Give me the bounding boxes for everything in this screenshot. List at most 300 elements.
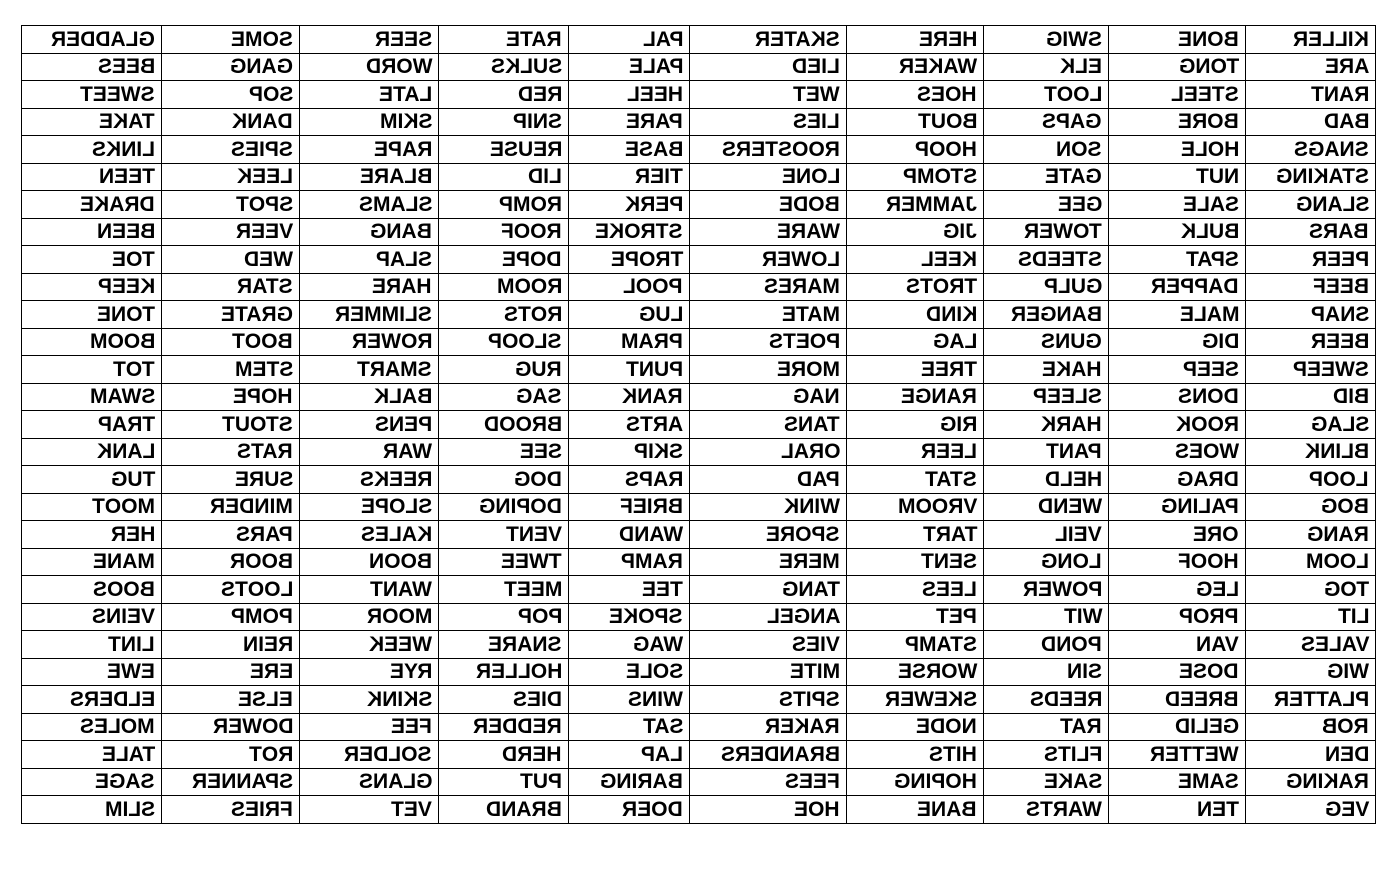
mirrored-word: LEER: [920, 440, 977, 464]
table-cell: [690, 658, 847, 686]
table-cell: [569, 81, 690, 109]
mirrored-word: BARING: [600, 770, 683, 794]
table-cell: [569, 191, 690, 219]
table-cell: [690, 438, 847, 466]
table-cell: [300, 493, 439, 521]
table-cell: [690, 548, 847, 576]
table-cell: [847, 576, 984, 604]
mirrored-word: HOPE: [233, 385, 293, 409]
table-cell: [439, 521, 569, 549]
mirrored-word: DOG: [514, 467, 562, 491]
mirrored-word: SLAP: [375, 247, 432, 271]
table-cell: [1109, 383, 1246, 411]
table-cell: [984, 246, 1109, 274]
mirrored-word: RED: [517, 82, 562, 106]
table-cell: [1246, 246, 1376, 274]
mirrored-word: TROPE: [610, 247, 683, 271]
mirrored-word: SEER: [374, 27, 432, 51]
mirrored-word: SEE: [519, 440, 562, 464]
mirrored-word: WET: [793, 82, 840, 106]
mirrored-word: BRIEF: [620, 495, 683, 519]
table-cell: [1109, 603, 1246, 631]
table-cell: [22, 521, 162, 549]
mirrored-word: DEN: [1324, 742, 1369, 766]
table-cell: [569, 383, 690, 411]
table-cell: [22, 246, 162, 274]
mirrored-word: WED: [244, 247, 293, 271]
mirrored-word: SLEEP: [1033, 385, 1102, 409]
table-cell: [569, 273, 690, 301]
mirrored-word: KIND: [925, 302, 977, 326]
table-cell: [22, 548, 162, 576]
table-cell: [569, 521, 690, 549]
mirrored-word: LOOP: [1309, 467, 1369, 491]
mirrored-word: SAT: [642, 715, 683, 739]
table-cell: [1246, 191, 1376, 219]
mirrored-word: BANE: [917, 797, 977, 821]
table-cell: [22, 466, 162, 494]
table-cell: [569, 741, 690, 769]
table-cell: [847, 191, 984, 219]
table-cell: [22, 273, 162, 301]
mirrored-word: RAT: [1060, 715, 1102, 739]
mirrored-word: KALES: [360, 522, 432, 546]
mirrored-word: WAR: [383, 440, 432, 464]
table-row: [22, 108, 1376, 136]
mirrored-word: MANE: [93, 550, 155, 574]
mirrored-word: SULKS: [490, 55, 562, 79]
table-row: [22, 631, 1376, 659]
table-cell: [162, 246, 300, 274]
mirrored-word: SKINK: [366, 687, 432, 711]
mirrored-word: RANK: [622, 385, 683, 409]
mirrored-word: ROTS: [503, 302, 562, 326]
table-cell: [984, 741, 1109, 769]
mirrored-word: RATE: [506, 27, 562, 51]
mirrored-word: LEG: [1195, 577, 1239, 601]
mirrored-word: REEKS: [359, 467, 432, 491]
table-cell: [300, 658, 439, 686]
table-cell: [162, 53, 300, 81]
table-cell: [439, 796, 569, 824]
mirrored-word: STAMP: [905, 632, 977, 656]
mirrored-word: LOOT: [1043, 82, 1102, 106]
table-cell: [1246, 796, 1376, 824]
mirrored-word: MOOT: [92, 495, 155, 519]
table-cell: [1109, 81, 1246, 109]
mirrored-word: SKATER: [755, 27, 840, 51]
mirrored-word: SPOT: [235, 192, 293, 216]
table-cell: [984, 81, 1109, 109]
table-cell: [1246, 328, 1376, 356]
table-cell: [22, 108, 162, 136]
mirrored-word: LINKS: [92, 137, 155, 161]
mirrored-word: LATE: [378, 82, 432, 106]
mirrored-word: RAKING: [1286, 770, 1369, 794]
table-cell: [847, 493, 984, 521]
mirrored-word: TOG: [1323, 577, 1369, 601]
mirrored-word: HOE: [794, 797, 840, 821]
table-cell: [439, 658, 569, 686]
mirrored-word: TEEN: [98, 165, 155, 189]
mirrored-word: ERE: [249, 660, 293, 684]
mirrored-word: STEM: [234, 357, 293, 381]
mirrored-word: BONE: [1178, 27, 1239, 51]
table-cell: [439, 136, 569, 164]
table-cell: [1246, 53, 1376, 81]
mirrored-word: PAL: [642, 27, 683, 51]
table-cell: [1246, 383, 1376, 411]
mirrored-word: PALING: [1161, 495, 1239, 519]
table-cell: [847, 796, 984, 824]
table-cell: [984, 108, 1109, 136]
table-cell: [162, 768, 300, 796]
table-cell: [690, 218, 847, 246]
mirrored-word: ARE: [1324, 55, 1369, 79]
table-cell: [569, 411, 690, 439]
table-cell: [439, 493, 569, 521]
mirrored-word: BEES: [97, 55, 155, 79]
mirrored-word: POND: [1041, 632, 1102, 656]
mirrored-word: HOES: [917, 82, 977, 106]
mirrored-word: HERE: [918, 27, 977, 51]
mirrored-word: WORSE: [897, 660, 977, 684]
table-cell: [1109, 796, 1246, 824]
mirrored-word: HARE: [372, 275, 432, 299]
mirrored-word: REUSE: [489, 137, 562, 161]
mirrored-word: HITS: [929, 742, 977, 766]
mirrored-word: LOOTS: [220, 577, 293, 601]
table-row: [22, 328, 1376, 356]
mirrored-word: ROOK: [1176, 412, 1239, 436]
mirrored-word: DOSE: [1179, 660, 1239, 684]
mirrored-word: TEE: [642, 577, 683, 601]
mirrored-word: RANGE: [901, 385, 977, 409]
table-cell: [439, 191, 569, 219]
table-cell: [1109, 713, 1246, 741]
table-cell: [984, 26, 1109, 54]
mirrored-word: TOE: [112, 247, 155, 271]
mirrored-word: SNAGS: [1294, 137, 1369, 161]
mirrored-word: REDDER: [473, 715, 562, 739]
mirrored-word: KEEL: [920, 247, 977, 271]
mirrored-word: SPIES: [231, 137, 293, 161]
mirrored-word: FLITS: [1043, 742, 1102, 766]
mirrored-word: BOG: [1321, 495, 1369, 519]
table-row: [22, 163, 1376, 191]
mirrored-word: WEEK: [369, 632, 432, 656]
table-cell: [439, 548, 569, 576]
table-cell: [847, 768, 984, 796]
mirrored-word: SNAP: [1310, 302, 1369, 326]
mirrored-word: JAMMER: [885, 192, 977, 216]
table-cell: [22, 438, 162, 466]
table-cell: [984, 136, 1109, 164]
mirrored-word: ORAL: [780, 440, 840, 464]
mirrored-word: DRAG: [1177, 467, 1239, 491]
table-row: [22, 768, 1376, 796]
mirrored-word: ELDERS: [69, 687, 155, 711]
table-cell: [690, 713, 847, 741]
mirrored-word: VENT: [505, 522, 562, 546]
table-cell: [439, 686, 569, 714]
mirrored-word: ROOM: [496, 275, 562, 299]
mirrored-word: BEER: [1310, 330, 1369, 354]
table-cell: [690, 246, 847, 274]
mirrored-word: HELD: [1044, 467, 1102, 491]
table-row: [22, 356, 1376, 384]
table-cell: [439, 438, 569, 466]
table-cell: [439, 741, 569, 769]
mirrored-word: DRAKE: [80, 192, 155, 216]
mirrored-word: PROP: [1179, 605, 1239, 629]
table-row: [22, 466, 1376, 494]
table-cell: [1246, 301, 1376, 329]
mirrored-word: WEND: [1037, 495, 1102, 519]
mirrored-word: SEEP: [1182, 357, 1239, 381]
mirrored-word: ROWER: [351, 330, 432, 354]
table-cell: [300, 273, 439, 301]
mirrored-word: BLARE: [359, 165, 432, 189]
table-cell: [847, 246, 984, 274]
table-cell: [984, 301, 1109, 329]
mirrored-word: SLIMMER: [335, 302, 432, 326]
table-cell: [162, 136, 300, 164]
table-cell: [1109, 741, 1246, 769]
table-cell: [984, 576, 1109, 604]
mirrored-word: BALK: [373, 385, 432, 409]
mirrored-word: MOLES: [80, 715, 155, 739]
mirrored-word: POWER: [1022, 577, 1102, 601]
table-cell: [984, 603, 1109, 631]
table-cell: [1109, 163, 1246, 191]
mirrored-word: VEIL: [1055, 522, 1102, 546]
table-cell: [690, 796, 847, 824]
mirrored-word: ORE: [1193, 522, 1239, 546]
table-cell: [569, 713, 690, 741]
table-cell: [847, 81, 984, 109]
mirrored-word: DONS: [1178, 385, 1239, 409]
mirrored-word: SLAG: [1310, 412, 1369, 436]
table-cell: [22, 713, 162, 741]
mirrored-word: RIG: [939, 412, 977, 436]
mirrored-word: STEEDS: [1017, 247, 1102, 271]
table-cell: [22, 741, 162, 769]
mirrored-word: MATE: [782, 302, 840, 326]
table-cell: [847, 603, 984, 631]
table-cell: [439, 383, 569, 411]
table-row: [22, 81, 1376, 109]
mirrored-word: HOLE: [1180, 137, 1239, 161]
table-cell: [300, 438, 439, 466]
mirrored-word: TANS: [784, 412, 840, 436]
table-cell: [300, 631, 439, 659]
table-cell: [847, 521, 984, 549]
mirrored-word: MORE: [777, 357, 840, 381]
mirrored-word: WANT: [370, 577, 432, 601]
table-cell: [569, 356, 690, 384]
table-cell: [984, 411, 1109, 439]
table-cell: [300, 686, 439, 714]
mirrored-word: HOPING: [894, 770, 977, 794]
mirrored-word: BOOM: [89, 330, 155, 354]
mirrored-word: HEEL: [626, 82, 683, 106]
table-cell: [1109, 686, 1246, 714]
mirrored-word-grid: [21, 25, 1376, 824]
table-cell: [984, 218, 1109, 246]
table-cell: [847, 136, 984, 164]
table-cell: [439, 218, 569, 246]
mirrored-word: REIN: [242, 632, 293, 656]
mirrored-word: TART: [922, 522, 977, 546]
table-cell: [569, 438, 690, 466]
table-row: [22, 383, 1376, 411]
mirrored-word: MERE: [779, 550, 840, 574]
table-cell: [22, 493, 162, 521]
table-cell: [690, 576, 847, 604]
mirrored-word: SURE: [234, 467, 293, 491]
mirrored-word: BOON: [369, 550, 432, 574]
table-cell: [22, 631, 162, 659]
table-cell: [1246, 686, 1376, 714]
mirrored-word: SAG: [516, 385, 562, 409]
table-cell: [439, 328, 569, 356]
mirrored-word: SPANNER: [191, 770, 293, 794]
mirrored-word: SKIP: [633, 440, 683, 464]
mirrored-word: VEER: [235, 220, 293, 244]
table-cell: [690, 26, 847, 54]
table-cell: [690, 108, 847, 136]
mirrored-word: JIG: [943, 220, 977, 244]
mirrored-word: LUG: [638, 302, 683, 326]
mirrored-word: DAPPER: [1151, 275, 1239, 299]
mirrored-word: GRATE: [221, 302, 293, 326]
table-cell: [1109, 658, 1246, 686]
mirrored-word: LEES: [922, 577, 977, 601]
table-cell: [690, 301, 847, 329]
mirrored-word: STAKING: [1276, 165, 1369, 189]
mirrored-word: NODE: [916, 715, 977, 739]
table-cell: [847, 686, 984, 714]
mirrored-word: VIES: [792, 632, 840, 656]
mirrored-word: PENS: [374, 412, 432, 436]
table-cell: [984, 163, 1109, 191]
table-row: [22, 191, 1376, 219]
table-cell: [690, 686, 847, 714]
table-cell: [162, 493, 300, 521]
table-cell: [439, 81, 569, 109]
table-cell: [1109, 768, 1246, 796]
mirrored-word: VEINS: [91, 605, 155, 629]
mirrored-word: MINDER: [210, 495, 293, 519]
mirrored-word: BEEN: [96, 220, 155, 244]
table-cell: [22, 576, 162, 604]
mirrored-word: MARES: [764, 275, 840, 299]
mirrored-word: RAKER: [765, 715, 840, 739]
table-cell: [1109, 53, 1246, 81]
table-cell: [162, 108, 300, 136]
table-cell: [300, 603, 439, 631]
mirrored-word: DOWER: [212, 715, 293, 739]
table-cell: [439, 108, 569, 136]
mirrored-word: PALE: [628, 55, 683, 79]
table-cell: [300, 218, 439, 246]
mirrored-word: BASE: [624, 137, 683, 161]
mirrored-word: DIES: [512, 687, 562, 711]
mirrored-word: SAGE: [95, 770, 155, 794]
mirrored-word: SMART: [357, 357, 432, 381]
table-cell: [162, 356, 300, 384]
mirrored-word: POETS: [768, 330, 840, 354]
mirrored-word: MITE: [789, 660, 840, 684]
mirrored-word: DOPING: [479, 495, 562, 519]
mirrored-word: TONG: [1178, 55, 1239, 79]
mirrored-word: WINK: [784, 495, 840, 519]
mirrored-word: DOER: [622, 797, 683, 821]
mirrored-word: WARTS: [1026, 797, 1102, 821]
mirrored-word: HAKE: [1042, 357, 1102, 381]
mirrored-word: POP: [517, 605, 562, 629]
mirrored-word: PUNT: [625, 357, 683, 381]
mirrored-word: WETTER: [1150, 742, 1239, 766]
table-cell: [569, 108, 690, 136]
table-cell: [22, 136, 162, 164]
mirrored-word: GLANS: [358, 770, 432, 794]
table-cell: [1109, 301, 1246, 329]
table-cell: [22, 796, 162, 824]
mirrored-word: RAMP: [621, 550, 683, 574]
mirrored-word: HERD: [502, 742, 562, 766]
mirrored-word: BRAND: [486, 797, 562, 821]
mirrored-word: PARS: [236, 522, 293, 546]
table-cell: [569, 686, 690, 714]
mirrored-word: LINT: [108, 632, 155, 656]
table-row: [22, 53, 1376, 81]
mirrored-word: BORE: [1178, 110, 1239, 134]
mirrored-word: TREE: [920, 357, 977, 381]
mirrored-word: WAG: [632, 632, 683, 656]
table-cell: [22, 356, 162, 384]
table-cell: [162, 658, 300, 686]
mirrored-word: SON: [1056, 137, 1102, 161]
table-cell: [1246, 438, 1376, 466]
mirrored-word: WIG: [1327, 660, 1369, 684]
mirrored-word: SIN: [1066, 660, 1102, 684]
mirrored-word: BAD: [1323, 110, 1369, 134]
mirrored-word: RAPS: [624, 467, 683, 491]
table-cell: [569, 658, 690, 686]
mirrored-word: LOWER: [761, 247, 840, 271]
table-row: [22, 301, 1376, 329]
mirrored-word: WOES: [1174, 440, 1239, 464]
mirrored-word: ROOF: [501, 220, 562, 244]
mirrored-word: SOLDER: [344, 742, 432, 766]
mirrored-word: BARS: [1309, 220, 1369, 244]
table-cell: [1109, 108, 1246, 136]
mirrored-word: BODE: [779, 192, 840, 216]
table-cell: [690, 741, 847, 769]
mirrored-word: TIER: [635, 165, 683, 189]
table-cell: [847, 713, 984, 741]
mirrored-word: WINS: [628, 687, 683, 711]
mirrored-word: SOME: [231, 27, 293, 51]
table-cell: [162, 466, 300, 494]
table-cell: [300, 136, 439, 164]
mirrored-word: STOMP: [902, 165, 977, 189]
table-row: [22, 493, 1376, 521]
table-cell: [1246, 576, 1376, 604]
table-cell: [984, 796, 1109, 824]
